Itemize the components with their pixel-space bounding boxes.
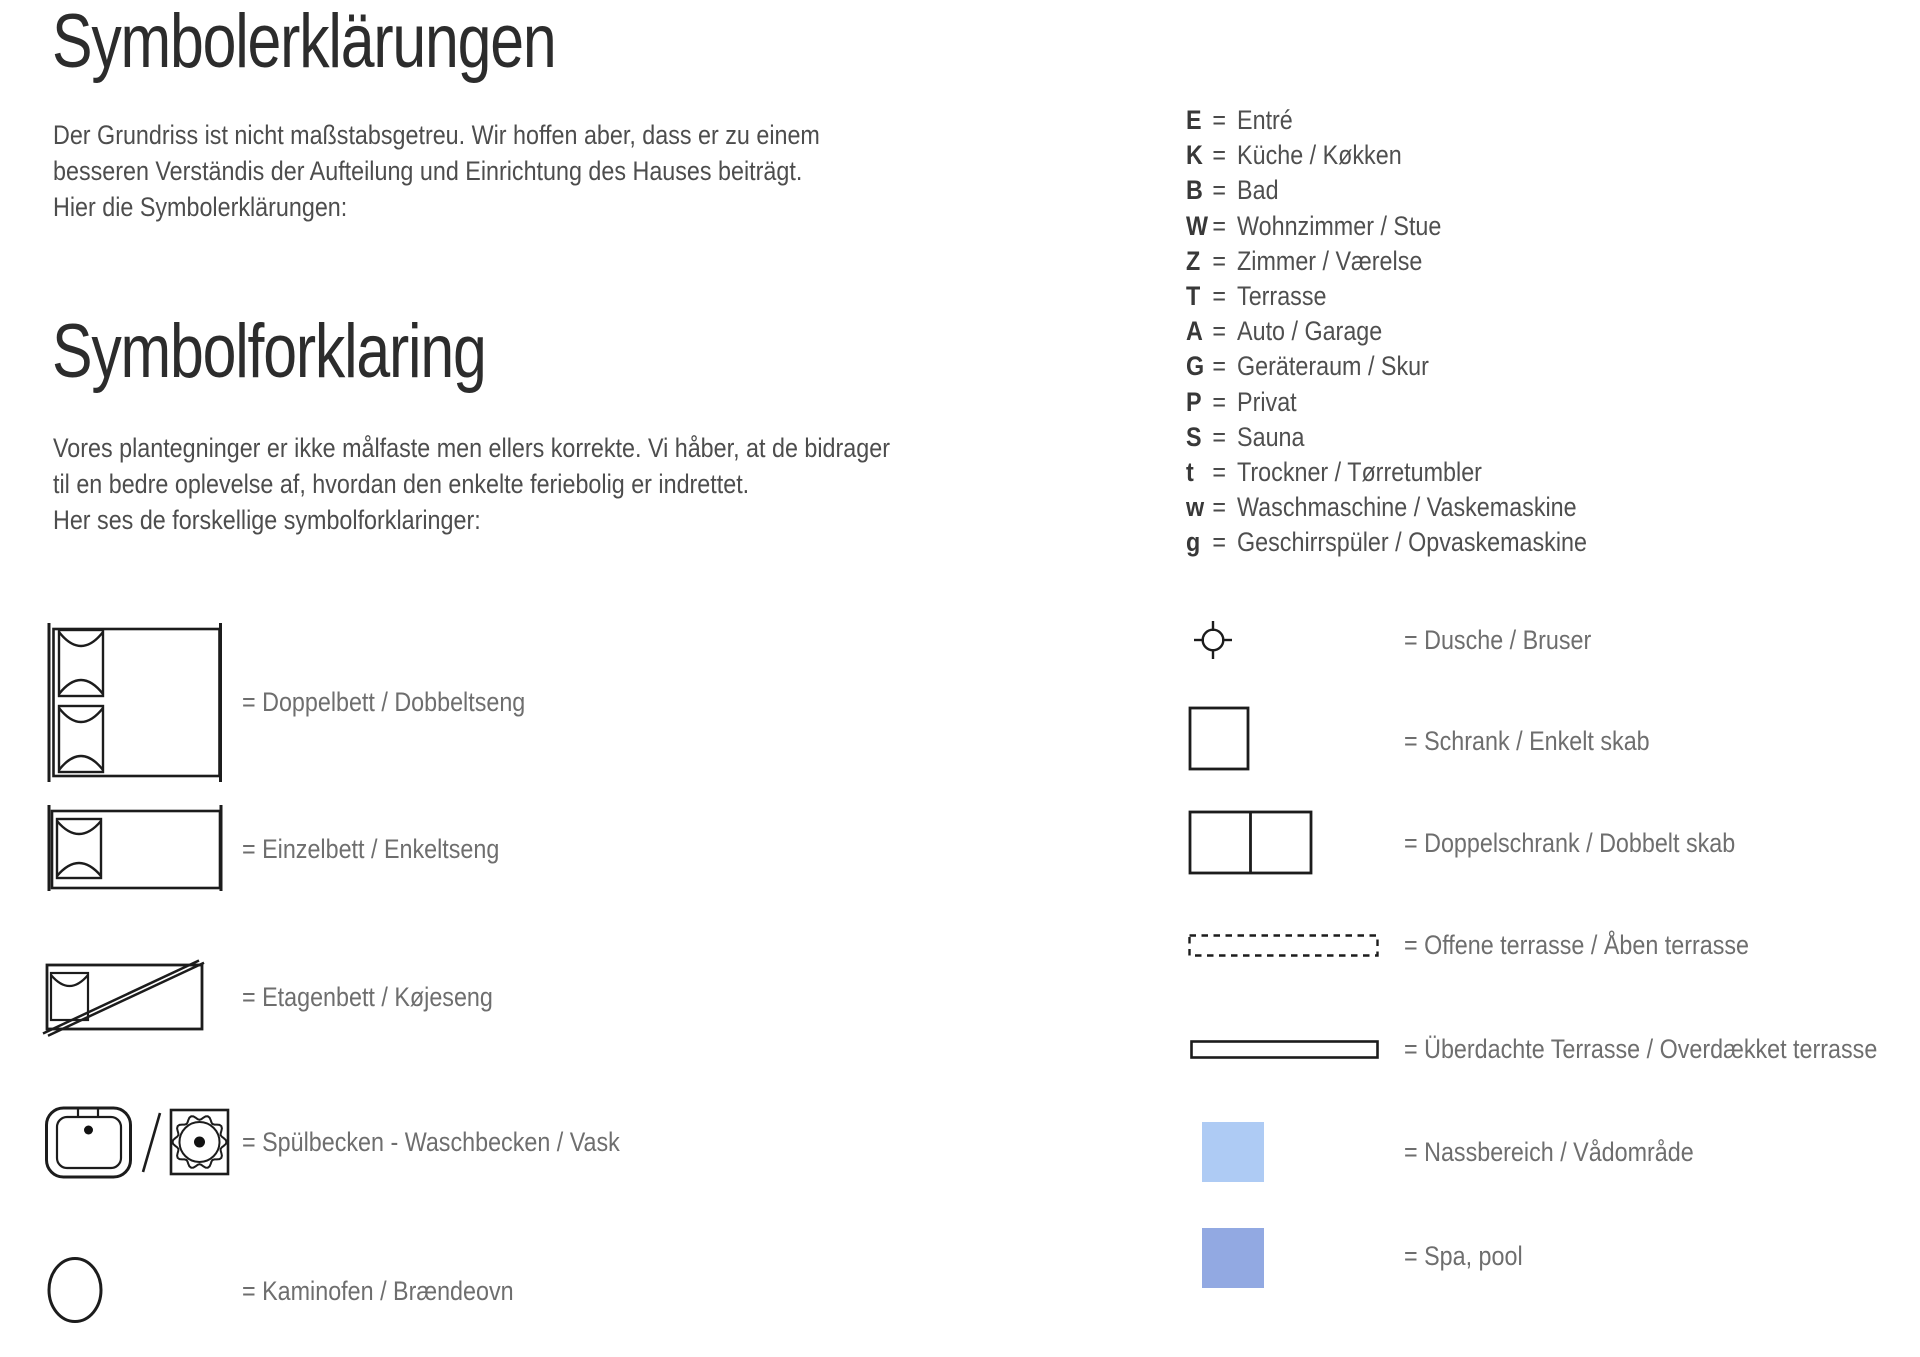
spa-pool-label: = Spa, pool bbox=[1404, 1241, 1523, 1271]
abbreviation-row bbox=[1186, 525, 1587, 560]
equals-sign: = bbox=[1212, 210, 1227, 241]
page-title-danish: Symbolforklaring bbox=[52, 309, 486, 394]
equals-sign: = bbox=[1212, 386, 1227, 417]
single-bed-label: = Einzelbett / Enkeltseng bbox=[242, 834, 500, 864]
wood-stove-label: = Kaminofen / Brændeovn bbox=[242, 1276, 514, 1306]
abbreviation-row bbox=[1186, 420, 1587, 455]
intro-german-line: besseren Verständis der Aufteilung und Einrichtung des Hauses beiträgt. bbox=[53, 156, 803, 186]
covered-terrace-icon bbox=[1190, 1040, 1379, 1059]
abbreviation-row bbox=[1186, 490, 1587, 525]
abbreviation-definition: Bad bbox=[1237, 175, 1279, 206]
bunk-bed-label: = Etagenbett / Køjeseng bbox=[242, 982, 493, 1012]
sink-washbasin-label: = Spülbecken - Waschbecken / Vask bbox=[242, 1127, 620, 1157]
covered-terrace-label: = Überdachte Terrasse / Overdækket terrasse bbox=[1404, 1034, 1878, 1064]
abbreviation-letter: w bbox=[1186, 492, 1205, 523]
wood-stove-icon bbox=[46, 1256, 104, 1324]
wet-area-label: = Nassbereich / Vådområde bbox=[1404, 1137, 1694, 1167]
intro-text-danish bbox=[53, 433, 1004, 541]
abbreviation-list bbox=[1186, 103, 1642, 560]
abbreviation-definition: Wohnzimmer / Stue bbox=[1237, 210, 1442, 241]
abbreviation-letter: t bbox=[1186, 456, 1194, 487]
abbreviation-definition: Sauna bbox=[1237, 421, 1305, 452]
abbreviation-letter: E bbox=[1186, 105, 1202, 136]
spa-pool-swatch bbox=[1202, 1228, 1264, 1288]
abbreviation-definition: Auto / Garage bbox=[1237, 316, 1383, 347]
abbreviation-letter: Z bbox=[1186, 245, 1201, 276]
abbreviation-letter: T bbox=[1186, 281, 1201, 312]
abbreviation-letter: G bbox=[1186, 351, 1205, 382]
bunk-bed-icon bbox=[42, 955, 207, 1038]
abbreviation-row bbox=[1186, 244, 1587, 279]
abbreviation-definition: Zimmer / Værelse bbox=[1237, 245, 1423, 276]
abbreviation-row bbox=[1186, 279, 1587, 314]
intro-german-line: Hier die Symbolerklärungen: bbox=[53, 192, 348, 222]
equals-sign: = bbox=[1212, 140, 1227, 171]
equals-sign: = bbox=[1212, 492, 1227, 523]
intro-danish-line: Her ses de forskellige symbolforklaringer: bbox=[53, 505, 481, 535]
equals-sign: = bbox=[1212, 316, 1227, 347]
single-wardrobe-icon bbox=[1188, 706, 1251, 771]
abbreviation-letter: P bbox=[1186, 386, 1202, 417]
wet-area-swatch bbox=[1202, 1122, 1264, 1182]
abbreviation-row bbox=[1186, 138, 1587, 173]
equals-sign: = bbox=[1212, 351, 1227, 382]
shower-icon bbox=[1191, 618, 1235, 662]
intro-text-german bbox=[53, 120, 924, 228]
intro-danish-line: Vores plantegninger er ikke målfaste men ellers korrekte. Vi håber, at de bidrager bbox=[53, 433, 890, 463]
equals-sign: = bbox=[1212, 527, 1227, 558]
abbreviation-definition: Geschirrspüler / Opvaskemaskine bbox=[1237, 527, 1587, 558]
abbreviation-row bbox=[1186, 349, 1587, 384]
abbreviation-letter: g bbox=[1186, 527, 1201, 558]
abbreviation-letter: A bbox=[1186, 316, 1203, 347]
shower-label: = Dusche / Bruser bbox=[1404, 625, 1592, 655]
equals-sign: = bbox=[1212, 281, 1227, 312]
abbreviation-row bbox=[1186, 103, 1587, 138]
abbreviation-row bbox=[1186, 209, 1587, 244]
equals-sign: = bbox=[1212, 245, 1227, 276]
single-bed-icon bbox=[44, 800, 229, 895]
double-bed-label: = Doppelbett / Dobbeltseng bbox=[242, 687, 526, 717]
open-terrace-label: = Offene terrasse / Åben terrasse bbox=[1404, 930, 1750, 960]
abbreviation-definition: Geräteraum / Skur bbox=[1237, 351, 1429, 382]
sink-washbasin-icon bbox=[44, 1104, 244, 1182]
abbreviation-row bbox=[1186, 173, 1587, 208]
abbreviation-letter: K bbox=[1186, 140, 1203, 171]
abbreviation-letter: S bbox=[1186, 421, 1202, 452]
abbreviation-letter: B bbox=[1186, 175, 1203, 206]
abbreviation-definition: Terrasse bbox=[1237, 281, 1327, 312]
double-wardrobe-label: = Doppelschrank / Dobbelt skab bbox=[1404, 828, 1736, 858]
equals-sign: = bbox=[1212, 456, 1227, 487]
abbreviation-letter: W bbox=[1186, 210, 1209, 241]
open-terrace-icon bbox=[1188, 934, 1379, 957]
equals-sign: = bbox=[1212, 421, 1227, 452]
single-wardrobe-label: = Schrank / Enkelt skab bbox=[1404, 726, 1650, 756]
intro-danish-line: til en bedre oplevelse af, hvordan den enkelte feriebolig er indrettet. bbox=[53, 469, 750, 499]
intro-german-line: Der Grundriss ist nicht maßstabsgetreu. Wir hoffen aber, dass er zu einem bbox=[53, 120, 820, 150]
abbreviation-row bbox=[1186, 385, 1587, 420]
abbreviation-definition: Entré bbox=[1237, 105, 1293, 136]
abbreviation-row bbox=[1186, 455, 1587, 490]
page-title-german: Symbolerklärungen bbox=[52, 0, 556, 84]
abbreviation-definition: Küche / Køkken bbox=[1237, 140, 1402, 171]
equals-sign: = bbox=[1212, 175, 1227, 206]
abbreviation-definition: Privat bbox=[1237, 386, 1297, 417]
equals-sign: = bbox=[1212, 105, 1227, 136]
abbreviation-definition: Trockner / Tørretumbler bbox=[1237, 456, 1482, 487]
double-bed-icon bbox=[44, 620, 229, 785]
abbreviation-definition: Waschmaschine / Vaskemaskine bbox=[1237, 492, 1577, 523]
abbreviation-row bbox=[1186, 314, 1587, 349]
double-wardrobe-icon bbox=[1188, 810, 1314, 875]
